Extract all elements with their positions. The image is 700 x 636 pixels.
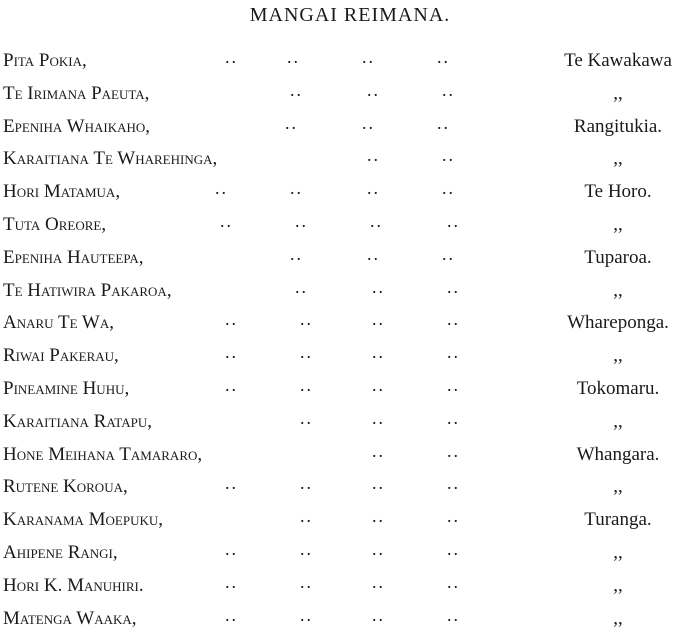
person-name: Hori K. Manuhiri. [3, 574, 144, 596]
place-name: ,, [613, 82, 623, 104]
list-item [0, 176, 700, 209]
leader-dots: .. [362, 112, 375, 133]
leader-dots: .. [220, 210, 233, 231]
leader-dots: .. [372, 473, 385, 494]
place-name: ,, [613, 410, 623, 432]
list-item [0, 373, 700, 406]
person-name: Matenga Waaka, [3, 607, 137, 629]
leader-dots: .. [437, 112, 450, 133]
leader-dots: .. [447, 210, 460, 231]
leader-dots: .. [372, 604, 385, 625]
person-name: Epeniha Whaikaho, [3, 115, 151, 137]
person-name: Hone Meihana Tamararo, [3, 443, 203, 465]
leader-dots: .. [225, 47, 238, 67]
leader-dots: .. [447, 342, 460, 363]
place-name: ,, [613, 148, 623, 170]
leader-dots: .. [290, 79, 303, 100]
place-name: Rangitukia. [573, 115, 663, 137]
list-item [0, 307, 700, 340]
person-name: Tuta Oreore, [3, 213, 107, 235]
leader-dots: .. [225, 374, 238, 395]
leader-dots: .. [300, 374, 313, 395]
leader-dots: .. [300, 538, 313, 559]
leader-dots: .. [447, 506, 460, 527]
leader-dots: .. [372, 506, 385, 527]
leader-dots: .. [295, 276, 308, 297]
place-name: Whareponga. [567, 312, 669, 334]
place-name: ,, [613, 213, 623, 235]
person-name: Rutene Koroua, [3, 476, 128, 498]
page-title: MANGAI REIMANA. [249, 4, 451, 26]
list-item [0, 111, 700, 144]
leader-dots: .. [447, 374, 460, 395]
leader-dots: .. [442, 145, 455, 166]
leader-dots: .. [225, 571, 238, 592]
place-name: ,, [613, 476, 623, 498]
person-name: Pita Pokia, [3, 50, 87, 71]
list-item [0, 143, 700, 176]
place-name: Whangara. [576, 443, 660, 465]
list-item [0, 209, 700, 242]
leader-dots: .. [290, 243, 303, 264]
list-item [0, 439, 700, 472]
leader-dots: .. [372, 374, 385, 395]
leader-dots: .. [442, 79, 455, 100]
leader-dots: .. [225, 604, 238, 625]
leader-dots: .. [300, 506, 313, 527]
list-item [0, 570, 700, 603]
leader-dots: .. [367, 178, 380, 199]
list-item [0, 537, 700, 570]
leader-dots: .. [372, 342, 385, 363]
leader-dots: .. [225, 309, 238, 330]
place-name: ,, [613, 279, 623, 301]
list-item [0, 471, 700, 504]
list-item [0, 242, 700, 275]
leader-dots: .. [437, 47, 450, 67]
leader-dots: .. [285, 112, 298, 133]
leader-dots: .. [447, 407, 460, 428]
leader-dots: .. [290, 178, 303, 199]
person-name: Pineamine Huhu, [3, 377, 130, 399]
list-item [0, 45, 700, 78]
leader-dots: .. [295, 210, 308, 231]
leader-dots: .. [225, 538, 238, 559]
leader-dots: .. [372, 309, 385, 330]
leader-dots: .. [372, 571, 385, 592]
leader-dots: .. [447, 538, 460, 559]
person-name: Te Irimana Paeuta, [3, 82, 150, 104]
list-item [0, 340, 700, 373]
person-name: Karaitiana Ratapu, [3, 410, 152, 432]
list-item [0, 504, 700, 537]
leader-dots: .. [225, 473, 238, 494]
person-name: Epeniha Hauteepa, [3, 246, 144, 268]
leader-dots: .. [370, 210, 383, 231]
leader-dots: .. [447, 604, 460, 625]
leader-dots: .. [442, 243, 455, 264]
person-name: Karanama Moepuku, [3, 509, 164, 531]
place-name: Tuparoa. [584, 246, 652, 268]
leader-dots: .. [447, 440, 460, 461]
leader-dots: .. [362, 47, 375, 67]
person-name: Karaitiana Te Wharehinga, [3, 148, 218, 170]
person-name: Hori Matamua, [3, 181, 121, 203]
person-name: Anaru Te Wa, [3, 312, 114, 334]
leader-dots: .. [225, 342, 238, 363]
leader-dots: .. [367, 243, 380, 264]
leader-dots: .. [447, 473, 460, 494]
leader-dots: .. [300, 473, 313, 494]
leader-dots: .. [300, 571, 313, 592]
place-name: Turanga. [584, 509, 652, 531]
leader-dots: .. [447, 571, 460, 592]
place-name: ,, [613, 574, 623, 596]
leader-dots: .. [372, 538, 385, 559]
leader-dots: .. [367, 145, 380, 166]
leader-dots: .. [372, 407, 385, 428]
leader-dots: .. [442, 178, 455, 199]
name-list [0, 45, 700, 635]
person-name: Te Hatiwira Pakaroa, [3, 279, 172, 301]
list-item [0, 603, 700, 636]
place-name: Te Kawakawa [564, 50, 672, 71]
leader-dots: .. [447, 276, 460, 297]
leader-dots: .. [372, 440, 385, 461]
list-item [0, 275, 700, 308]
leader-dots: .. [300, 407, 313, 428]
place-name: ,, [613, 345, 623, 367]
place-name: Te Horo. [584, 181, 652, 203]
leader-dots: .. [287, 47, 300, 67]
place-name: ,, [613, 541, 623, 563]
leader-dots: .. [367, 79, 380, 100]
person-name: Riwai Pakerau, [3, 345, 119, 367]
list-item [0, 78, 700, 111]
leader-dots: .. [447, 309, 460, 330]
leader-dots: .. [372, 276, 385, 297]
person-name: Ahipene Rangi, [3, 541, 118, 563]
place-name: ,, [613, 607, 623, 629]
leader-dots: .. [300, 342, 313, 363]
leader-dots: .. [300, 604, 313, 625]
leader-dots: .. [300, 309, 313, 330]
list-item [0, 406, 700, 439]
leader-dots: .. [215, 178, 228, 199]
place-name: Tokomaru. [576, 377, 660, 399]
